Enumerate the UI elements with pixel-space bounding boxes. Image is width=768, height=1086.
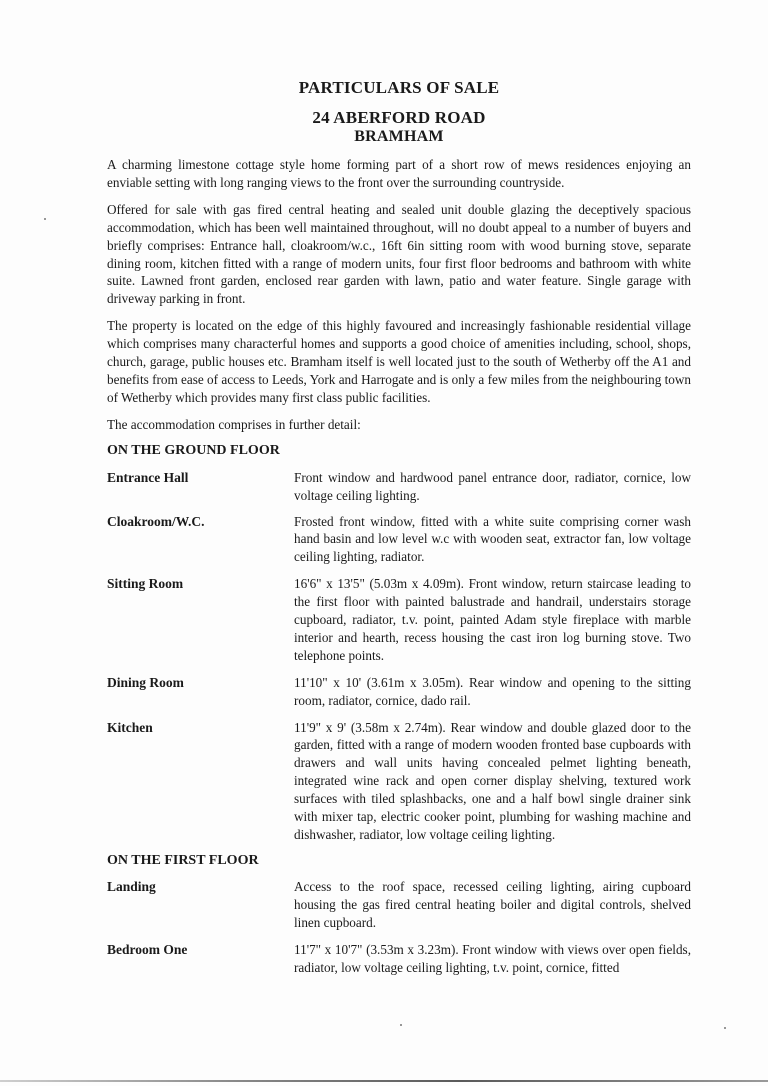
room-name: Landing xyxy=(107,878,156,894)
section-heading-ground-floor: ON THE GROUND FLOOR xyxy=(107,442,280,458)
room-sitting-room xyxy=(107,575,691,665)
scan-speck xyxy=(44,218,46,220)
summary-paragraph: Offered for sale with gas fired central heating and sealed unit double glazing the deceptively spacious accommodation, which has been well maintained throughout, will no doubt appeal to a number of buyers and briefly comprises: Entrance hall, cloakroom/w.c., 16ft 6in sitting room with wood burning stove, separate dining room, kitchen fitted with a range of modern units, four first floor bedrooms and bathroom with white suite. Lawned front garden, enclosed rear garden with lawn, patio and water feature. Single garage with driveway parking in front. xyxy=(107,201,691,307)
room-name: Sitting Room xyxy=(107,576,184,592)
intro-paragraph: A charming limestone cottage style home forming part of a short row of mews residences enjoying an enviable setting with long ranging views to the front over the surrounding countryside. xyxy=(107,157,691,190)
location-paragraph: The property is located on the edge of this highly favoured and increasingly fashionable residential village which comprises many characterful homes and supports a good choice of amenities including, school, shops, church, garage, public houses etc. Bramham itself is well located just to the south of Wetherby off the A1 and benefits from ease of access to Leeds, York and Harrogate and is only a few miles from the neighbouring town of Wetherby which provides many first class public facilities. xyxy=(107,318,691,405)
room-description: 16'6" x 13'5" (5.03m x 4.09m). Front window, return staircase leading to the first floor with painted balustrade and handrail, understairs storage cupboard, radiator, t.v. point, painted Adam style fireplace with marble interior and hearth, recess housing the cast iron log burning stove. Two telephone points. xyxy=(294,576,691,663)
room-bedroom-one xyxy=(107,941,691,977)
section-heading-first-floor: ON THE FIRST FLOOR xyxy=(107,852,259,868)
room-name: Cloakroom/W.C. xyxy=(107,513,205,529)
room-dining-room xyxy=(107,674,691,710)
room-landing xyxy=(107,878,691,932)
room-name: Entrance Hall xyxy=(107,469,189,485)
page-bottom-edge xyxy=(0,1080,768,1082)
room-description: 11'7" x 10'7" (3.53m x 3.23m). Front window with views over open fields, radiator, low voltage ceiling lighting, t.v. point, cornice, fitted xyxy=(294,941,691,975)
room-name: Dining Room xyxy=(107,674,184,690)
room-description: Front window and hardwood panel entrance door, radiator, cornice, low voltage ceiling lighting. xyxy=(294,469,691,503)
scan-speck xyxy=(724,1027,726,1029)
room-description: 11'9" x 9' (3.58m x 2.74m). Rear window and double glazed door to the garden, fitted with a range of modern wooden fronted base cupboards with drawers and wall units having concealed pelmet lighting beneath, integrated wine rack and open corner display shelving, textured work surfaces with tiled splashbacks, one and a half bowl single drainer sink with mixer tap, electric cooker point, plumbing for washing machine and dishwasher, radiator, low voltage ceiling lighting. xyxy=(294,719,691,842)
room-cloakroom xyxy=(107,513,691,567)
room-name: Bedroom One xyxy=(107,941,188,957)
room-description: 11'10" x 10' (3.61m x 3.05m). Rear window and opening to the sitting room, radiator, cornice, dado rail. xyxy=(294,674,691,708)
room-entrance-hall xyxy=(107,469,691,505)
document-page xyxy=(107,78,691,976)
property-address-line1: 24 ABERFORD ROAD xyxy=(312,108,486,127)
accommodation-intro: The accommodation comprises in further detail: xyxy=(107,416,361,432)
room-kitchen xyxy=(107,719,691,844)
scan-speck xyxy=(400,1024,402,1026)
document-title: PARTICULARS OF SALE xyxy=(298,78,500,97)
room-description: Access to the roof space, recessed ceiling lighting, airing cupboard housing the gas fired central heating boiler and digital controls, shelved linen cupboard. xyxy=(294,878,691,930)
room-description: Frosted front window, fitted with a white suite comprising corner wash hand basin and low level w.c with wooden seat, extractor fan, low voltage ceiling lighting, radiator. xyxy=(294,513,691,565)
room-name: Kitchen xyxy=(107,719,153,735)
property-address-line2: BRAMHAM xyxy=(354,128,444,145)
